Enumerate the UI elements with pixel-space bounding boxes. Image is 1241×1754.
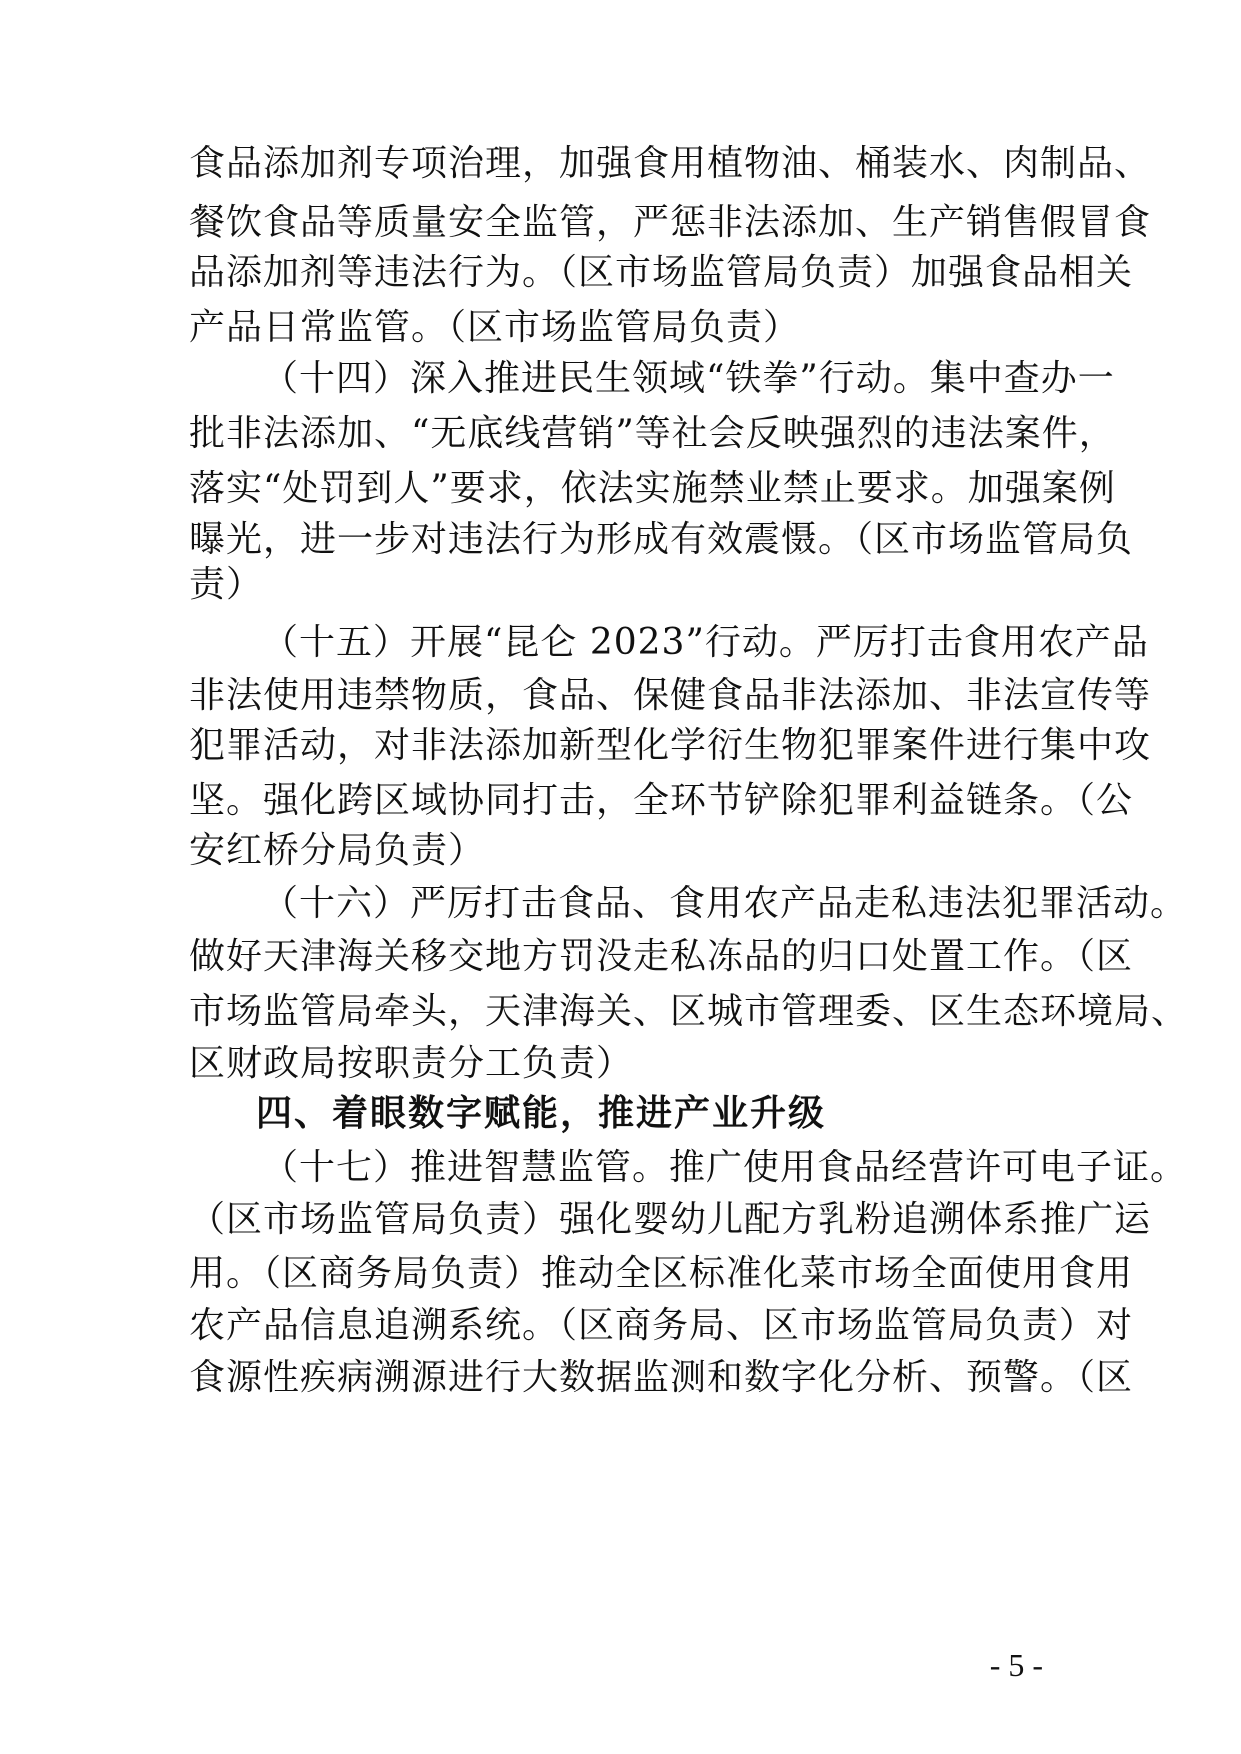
text-line: 责） (189, 564, 264, 605)
text-line: 食品添加剂专项治理，加强食用植物油、桶装水、肉制品、 (189, 143, 1152, 184)
paragraph-16-line: （十六）严厉打击食品、食用农产品走私违法犯罪活动。 (262, 883, 1188, 924)
paragraph-14-line: （十四）深入推进民生领域“铁拳”行动。集中查办一 (262, 358, 1115, 399)
text-line: 批非法添加、“无底线营销”等社会反映强烈的违法案件， (189, 413, 1116, 454)
paragraph-17-line: （十七）推进智慧监管。推广使用食品经营许可电子证。 (262, 1147, 1188, 1188)
text-line: 落实“处罚到人”要求，依法实施禁业禁止要求。加强案例 (189, 468, 1116, 509)
text-line: 用。（区商务局负责）推动全区标准化菜市场全面使用食用 (189, 1253, 1134, 1294)
text-line: 坚。强化跨区域协同打击，全环节铲除犯罪利益链条。（公 (189, 780, 1134, 821)
text-line: 食源性疾病溯源进行大数据监测和数字化分析、预警。（区 (189, 1357, 1134, 1398)
text-line: 非法使用违禁物质，食品、保健食品非法添加、非法宣传等 (189, 675, 1152, 716)
text-line: 犯罪活动，对非法添加新型化学衍生物犯罪案件进行集中攻 (189, 725, 1152, 766)
text-line: 安红桥分局负责） (189, 830, 486, 871)
text-line: 农产品信息追溯系统。（区商务局、区市场监管局负责）对 (189, 1305, 1134, 1346)
text-line: 区财政局按职责分工负责） (189, 1043, 634, 1084)
page-number: - 5 - (989, 1647, 1043, 1683)
text-line: 曝光，进一步对违法行为形成有效震慑。（区市场监管局负 (189, 519, 1134, 560)
paragraph-15-line: （十五）开展“昆仑 2023”行动。严厉打击食用农产品 (262, 622, 1149, 663)
text-line: 品添加剂等违法行为。（区市场监管局负责）加强食品相关 (189, 252, 1134, 293)
text-line: 餐饮食品等质量安全监管，严惩非法添加、生产销售假冒食 (189, 202, 1152, 243)
text-line: 做好天津海关移交地方罚没走私冻品的归口处置工作。（区 (189, 936, 1134, 977)
text-line: 市场监管局牵头，天津海关、区城市管理委、区生态环境局、 (189, 991, 1189, 1032)
section-heading: 四、着眼数字赋能，推进产业升级 (256, 1093, 827, 1134)
text-line: 产品日常监管。（区市场监管局负责） (189, 307, 801, 348)
text-line: （区市场监管局负责）强化婴幼儿配方乳粉追溯体系推广运 (189, 1199, 1152, 1240)
